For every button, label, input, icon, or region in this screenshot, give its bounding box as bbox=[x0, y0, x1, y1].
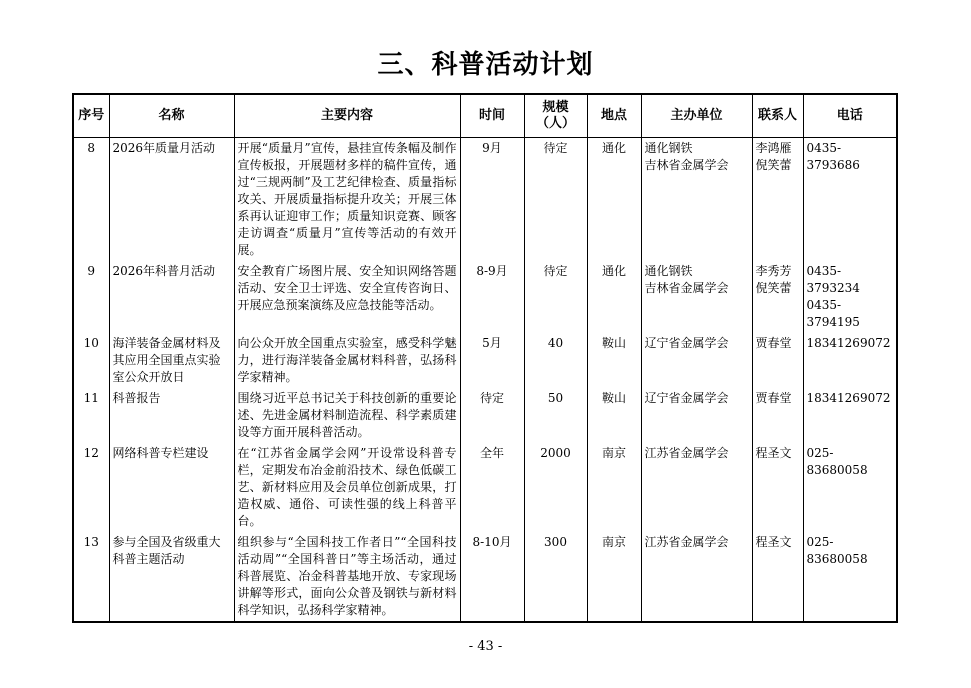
page-title: 三、科普活动计划 bbox=[377, 50, 594, 80]
cell-content: 在“江苏省金属学会网”开设常设科普专栏，定期发布冶金前沿技术、绿色低碳工艺、新材料应用及会员单位创新成果，打造权威、通俗、可读性强的线上科普平台。 bbox=[234, 443, 460, 532]
cell-place: 鞍山 bbox=[587, 388, 641, 443]
header-content: 主要内容 bbox=[234, 94, 460, 138]
cell-scale: 40 bbox=[524, 333, 587, 388]
header-organizer: 主办单位 bbox=[641, 94, 752, 138]
cell-time: 5月 bbox=[460, 333, 524, 388]
cell-place: 南京 bbox=[587, 443, 641, 532]
cell-place: 鞍山 bbox=[587, 333, 641, 388]
cell-name: 科普报告 bbox=[109, 388, 234, 443]
cell-contact: 李秀芳 倪笑蕾 bbox=[752, 261, 803, 333]
cell-place: 通化 bbox=[587, 261, 641, 333]
cell-phone: 18341269072 bbox=[803, 333, 897, 388]
cell-contact: 贾春堂 bbox=[752, 333, 803, 388]
cell-phone: 025-83680058 bbox=[803, 532, 897, 622]
cell-name: 网络科普专栏建设 bbox=[109, 443, 234, 532]
table-row bbox=[73, 333, 897, 388]
table-row bbox=[73, 261, 897, 333]
activity-plan-table bbox=[72, 93, 898, 623]
table-row bbox=[73, 138, 897, 262]
cell-time: 待定 bbox=[460, 388, 524, 443]
header-place: 地点 bbox=[587, 94, 641, 138]
cell-name: 2026年质量月活动 bbox=[109, 138, 234, 262]
cell-scale: 50 bbox=[524, 388, 587, 443]
cell-contact: 贾春堂 bbox=[752, 388, 803, 443]
cell-seq: 11 bbox=[73, 388, 109, 443]
cell-scale: 2000 bbox=[524, 443, 587, 532]
header-scale: 规模 （人） bbox=[524, 94, 587, 138]
cell-seq: 9 bbox=[73, 261, 109, 333]
cell-name: 海洋装备金属材料及其应用全国重点实验室公众开放日 bbox=[109, 333, 234, 388]
cell-content: 安全教育广场图片展、安全知识网络答题活动、安全卫士评选、安全宣传咨询日、开展应急预案演练及应急技能等活动。 bbox=[234, 261, 460, 333]
cell-contact: 李鸿雁 倪笑蕾 bbox=[752, 138, 803, 262]
page-number: - 43 - bbox=[468, 639, 503, 654]
cell-scale: 待定 bbox=[524, 138, 587, 262]
cell-organizer: 通化钢铁 吉林省金属学会 bbox=[641, 261, 752, 333]
cell-organizer: 辽宁省金属学会 bbox=[641, 388, 752, 443]
header-phone: 电话 bbox=[803, 94, 897, 138]
cell-time: 8-10月 bbox=[460, 532, 524, 622]
cell-organizer: 江苏省金属学会 bbox=[641, 532, 752, 622]
cell-content: 组织参与“全国科技工作者日”“全国科技活动周”“全国科普日”等主场活动，通过科普展览、冶金科普基地开放、专家现场讲解等形式，面向公众普及钢铁与新材料科学知识，弘扬科学家精神。 bbox=[234, 532, 460, 622]
cell-time: 全年 bbox=[460, 443, 524, 532]
cell-time: 9月 bbox=[460, 138, 524, 262]
header-contact: 联系人 bbox=[752, 94, 803, 138]
table-row bbox=[73, 388, 897, 443]
cell-contact: 程圣文 bbox=[752, 443, 803, 532]
cell-contact: 程圣文 bbox=[752, 532, 803, 622]
cell-scale: 待定 bbox=[524, 261, 587, 333]
header-name: 名称 bbox=[109, 94, 234, 138]
cell-phone: 025-83680058 bbox=[803, 443, 897, 532]
cell-place: 南京 bbox=[587, 532, 641, 622]
cell-place: 通化 bbox=[587, 138, 641, 262]
cell-organizer: 辽宁省金属学会 bbox=[641, 333, 752, 388]
table-row bbox=[73, 443, 897, 532]
cell-organizer: 通化钢铁 吉林省金属学会 bbox=[641, 138, 752, 262]
cell-time: 8-9月 bbox=[460, 261, 524, 333]
cell-content: 开展“质量月”宣传，悬挂宣传条幅及制作宣传板报，开展题材多样的稿件宣传，通过“三规两制”及工艺纪律检查、质量指标攻关、开展质量指标提升攻关；开展三体系再认证迎审工作；质量知识竞赛、顾客走访调查“质量月”宣传等活动的有效开展。 bbox=[234, 138, 460, 262]
header-seq: 序号 bbox=[73, 94, 109, 138]
cell-seq: 10 bbox=[73, 333, 109, 388]
cell-seq: 13 bbox=[73, 532, 109, 622]
cell-name: 参与全国及省级重大科普主题活动 bbox=[109, 532, 234, 622]
cell-organizer: 江苏省金属学会 bbox=[641, 443, 752, 532]
header-time: 时间 bbox=[460, 94, 524, 138]
cell-phone: 0435-3793234 0435-3794195 bbox=[803, 261, 897, 333]
table-header-row bbox=[73, 94, 897, 138]
table-row bbox=[73, 532, 897, 622]
cell-seq: 12 bbox=[73, 443, 109, 532]
cell-scale: 300 bbox=[524, 532, 587, 622]
cell-content: 向公众开放全国重点实验室，感受科学魅力，进行海洋装备金属材料科普，弘扬科学家精神。 bbox=[234, 333, 460, 388]
cell-seq: 8 bbox=[73, 138, 109, 262]
cell-content: 围绕习近平总书记关于科技创新的重要论述、先进金属材料制造流程、科学素质建设等方面开展科普活动。 bbox=[234, 388, 460, 443]
cell-phone: 0435-3793686 bbox=[803, 138, 897, 262]
cell-phone: 18341269072 bbox=[803, 388, 897, 443]
cell-name: 2026年科普月活动 bbox=[109, 261, 234, 333]
